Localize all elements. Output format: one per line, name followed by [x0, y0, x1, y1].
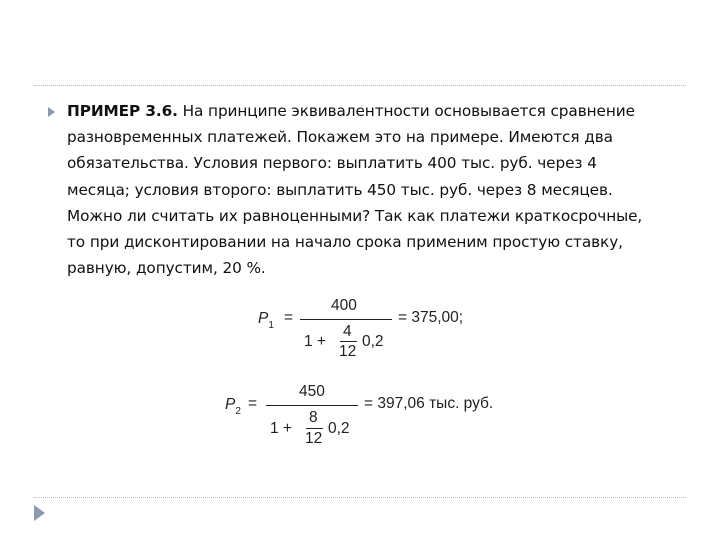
formula-p1-inner-denominator: 12 — [339, 343, 357, 360]
formula-p2-inner-numerator: 8 — [309, 409, 318, 426]
formula-p1-rate: 0,2 — [362, 333, 384, 350]
formula-p2-inner-denominator: 12 — [305, 430, 323, 447]
formula-p2-numerator: 450 — [299, 383, 325, 400]
formula-p2-main-fraction-bar — [266, 405, 358, 406]
formula-p2-result: = 397,06 тыс. руб. — [364, 395, 494, 412]
formula-p1-inner-numerator: 4 — [343, 323, 352, 340]
paragraph-line-4: месяца; условия второго: выплатить 450 тыс. руб. через 8 месяцев. — [67, 180, 613, 199]
formula-p1-equals: = — [284, 309, 294, 326]
formula-p1-one-plus: 1 + — [304, 333, 326, 350]
bottom-divider — [34, 497, 686, 498]
formula-p2-inner-fraction-bar — [306, 428, 323, 429]
paragraph-line-5: Можно ли считать их равноценными? Так как платежи краткосрочные, — [67, 206, 643, 225]
paragraph-line-2: разновременных платежей. Покажем это на примере. Имеются два — [67, 128, 613, 147]
formula-p1-var: $P_1$ — [258, 310, 274, 331]
formula-p1-result: = 375,00; — [398, 309, 464, 326]
next-slide-arrow-icon[interactable] — [34, 505, 45, 521]
formula-p2-equals: = — [248, 395, 258, 412]
formula-p2-var: $P_2$ — [225, 396, 241, 417]
formula-p2-rate: 0,2 — [328, 420, 350, 437]
paragraph-line-3: обязательства. Условия первого: выплатить 400 тыс. руб. через 4 — [67, 154, 597, 173]
formula-p2-one-plus: 1 + — [270, 420, 292, 437]
example-label: ПРИМЕР 3.6. — [67, 102, 178, 120]
paragraph-line-6: то при дисконтировании на начало срока применим простую ставку, — [67, 233, 623, 252]
paragraph-line-7: равную, допустим, 20 %. — [67, 259, 266, 278]
paragraph-line-1: ПРИМЕР 3.6. На принципе эквивалентности основывается сравнение — [67, 102, 635, 120]
formula-p1-numerator: 400 — [331, 297, 357, 314]
